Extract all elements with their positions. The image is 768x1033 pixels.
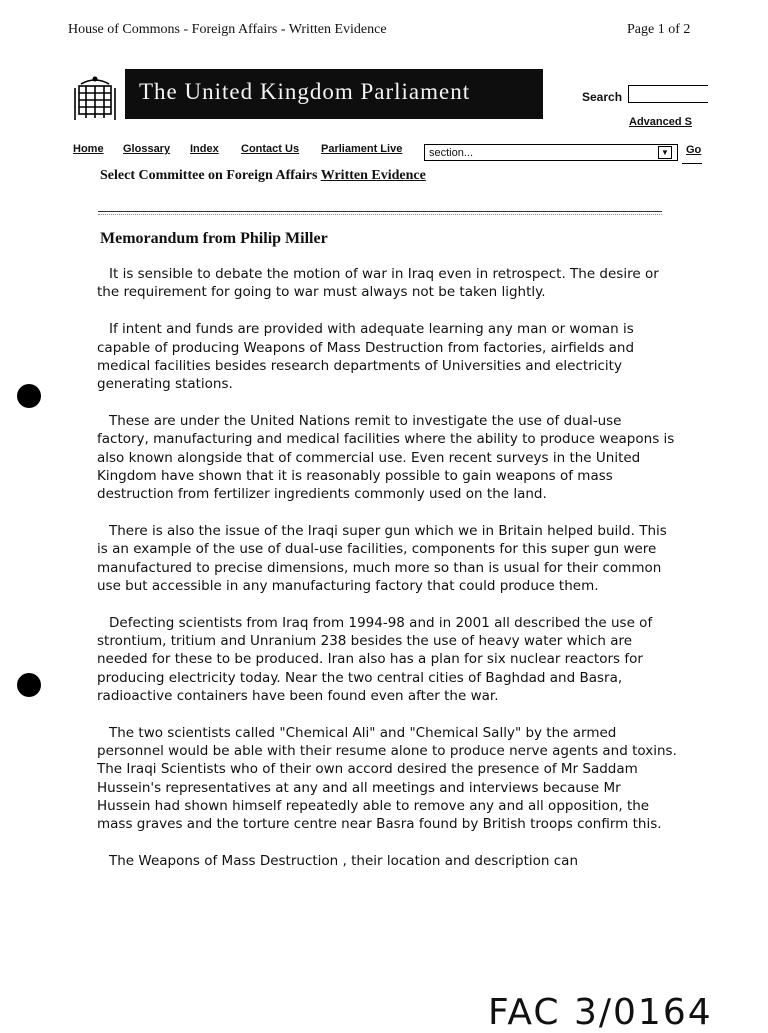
advanced-search-link[interactable]: Advanced S <box>629 116 692 128</box>
paragraph: The two scientists called "Chemical Ali" and "Chemical Sally" by the armed personnel would be able with their resume alone to produce nerve agents and toxins. The Iraqi Scientists who of their own accord desired the presence of Mr Saddam Hussein's representatives at any and all meetings and interviews because Mr Hussein had shown himself repeatedly able to remove any and all opposition, the mass graves and the torture centre near Basra found by British troops confirm this. <box>97 725 677 833</box>
search-label: Search <box>582 90 623 104</box>
parliament-banner[interactable]: The United Kingdom Parliament <box>125 69 543 119</box>
paragraph: It is sensible to debate the motion of war in Iraq even in retrospect. The desire or the requirement for going to war must always not be taken lightly. <box>97 266 659 301</box>
go-button[interactable]: Go <box>686 144 702 156</box>
paragraph: There is also the issue of the Iraqi super gun which we in Britain helped build. This is an example of the use of dual-use facilities, components for this super gun were manufactured to precise dimensions, much more so than is usual for their common use but accessible in any manufacturing factory that could produce them. <box>97 523 667 594</box>
divider <box>682 163 702 164</box>
nav-glossary-link[interactable]: Glossary <box>123 143 171 155</box>
paragraph: If intent and funds are provided with adequate learning any man or woman is capable of producing Weapons of Mass Destruction from factories, airfields and medical facilities besides research departments of Universities and electricity generating stations. <box>97 321 635 393</box>
portcullis-logo-icon[interactable] <box>73 74 117 122</box>
nav-contact-us-link[interactable]: Contact Us <box>241 143 300 155</box>
memorandum-body <box>97 265 677 889</box>
nav-home-link[interactable]: Home <box>73 143 104 155</box>
punch-hole <box>17 384 41 408</box>
committee-name: Select Committee on Foreign Affairs <box>100 168 321 183</box>
paragraph: The Weapons of Mass Destruction , their location and description can <box>109 853 579 870</box>
punch-hole <box>17 673 41 697</box>
print-header-page-number: Page 1 of 2 <box>627 22 691 37</box>
print-header-title: House of Commons - Foreign Affairs - Written Evidence <box>68 22 387 37</box>
written-evidence-link[interactable]: Written Evidence <box>320 168 426 183</box>
nav-index-link[interactable]: Index <box>190 143 219 155</box>
paragraph: These are under the United Nations remit to investigate the use of dual-use factory, manufacturing and medical facilities where the ability to produce weapons is also known alongside that of commercial use. Even recent surveys in the United Kingdom have shown that it is reasonably possible to gain weapons of mass destruction from fertilizer ingredients commonly used on the land. <box>97 413 675 503</box>
chevron-down-icon[interactable]: ▼ <box>658 146 672 159</box>
divider <box>98 211 662 212</box>
handwritten-reference-stamp: FAC 3/0164 <box>488 992 713 1033</box>
breadcrumb <box>100 168 426 184</box>
paragraph: Defecting scientists from Iraq from 1994-98 and in 2001 all described the use of strontium, tritium and Unranium 238 besides the use of heavy water which are needed for these to be produced. Iran also has a plan for six nuclear reactors for producing electricity today. Near the two central cities of Baghdad and Basra, radioactive containers have been found even after the war. <box>97 615 653 704</box>
divider <box>98 214 662 215</box>
page-title: Memorandum from Philip Miller <box>100 230 328 247</box>
nav-parliament-live-link[interactable]: Parliament Live <box>321 143 403 155</box>
search-input[interactable] <box>628 85 708 103</box>
section-select[interactable]: section... <box>424 144 678 161</box>
